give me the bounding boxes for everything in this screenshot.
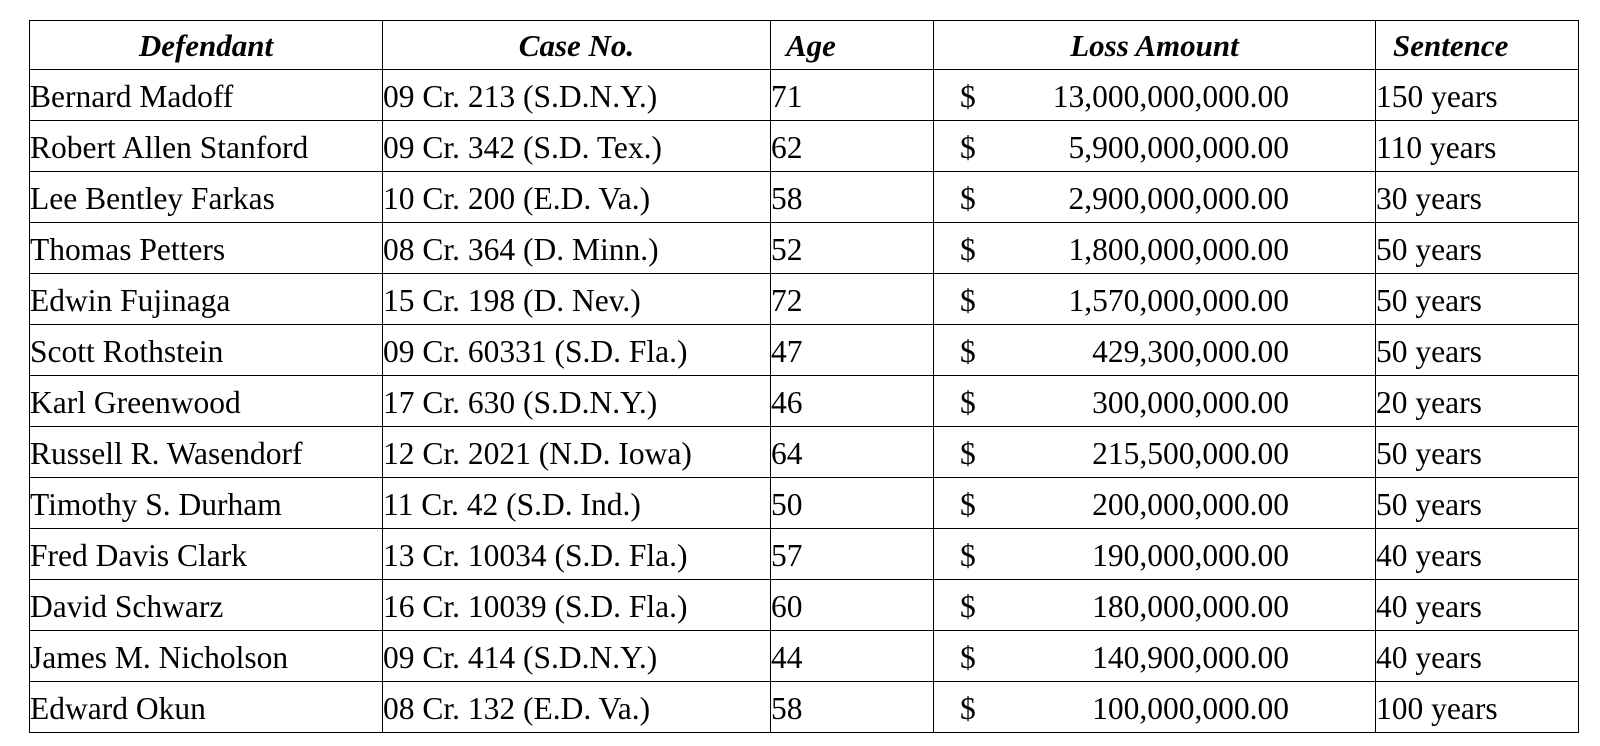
table-row — [30, 478, 1579, 529]
sentence-cell: 50 years — [1376, 223, 1579, 274]
table-header — [30, 21, 1579, 70]
case-number-cell: 09 Cr. 213 (S.D.N.Y.) — [383, 70, 771, 121]
loss-amount-value: 300,000,000.00 — [1092, 385, 1289, 420]
defendant-cell: Karl Greenwood — [30, 376, 383, 427]
table-row — [30, 529, 1579, 580]
case-number-cell: 17 Cr. 630 (S.D.N.Y.) — [383, 376, 771, 427]
defendant-cell: Scott Rothstein — [30, 325, 383, 376]
loss-amount-cell — [934, 172, 1376, 223]
loss-amount-value: 215,500,000.00 — [1092, 436, 1289, 471]
currency-symbol: $ — [960, 181, 976, 216]
age-cell: 44 — [771, 631, 934, 682]
case-number-cell: 11 Cr. 42 (S.D. Ind.) — [383, 478, 771, 529]
header-row — [30, 21, 1579, 70]
loss-amount-cell — [934, 529, 1376, 580]
case-number-cell: 16 Cr. 10039 (S.D. Fla.) — [383, 580, 771, 631]
age-cell: 62 — [771, 121, 934, 172]
defendant-cell: Thomas Petters — [30, 223, 383, 274]
age-cell: 57 — [771, 529, 934, 580]
sentence-cell: 150 years — [1376, 70, 1579, 121]
currency-symbol: $ — [960, 691, 976, 726]
currency-symbol: $ — [960, 487, 976, 522]
table-row — [30, 223, 1579, 274]
header-case-no: Case No. — [383, 21, 771, 70]
age-cell: 60 — [771, 580, 934, 631]
loss-amount-value: 100,000,000.00 — [1092, 691, 1289, 726]
table-row — [30, 172, 1579, 223]
header-loss-amount: Loss Amount — [934, 21, 1376, 70]
loss-amount-cell — [934, 121, 1376, 172]
table-row — [30, 631, 1579, 682]
table-row — [30, 70, 1579, 121]
currency-symbol: $ — [960, 436, 976, 471]
loss-amount-value: 5,900,000,000.00 — [1068, 130, 1289, 165]
defendant-cell: Fred Davis Clark — [30, 529, 383, 580]
header-sentence: Sentence — [1376, 21, 1579, 70]
defendant-cell: Edwin Fujinaga — [30, 274, 383, 325]
loss-amount-value: 13,000,000,000.00 — [1052, 79, 1289, 114]
defendant-cell: Russell R. Wasendorf — [30, 427, 383, 478]
currency-symbol: $ — [960, 640, 976, 675]
loss-amount-cell — [934, 427, 1376, 478]
defendant-cell: Edward Okun — [30, 682, 383, 733]
defendant-cell: James M. Nicholson — [30, 631, 383, 682]
sentencing-table — [29, 20, 1579, 733]
loss-amount-value: 140,900,000.00 — [1092, 640, 1289, 675]
case-number-cell: 12 Cr. 2021 (N.D. Iowa) — [383, 427, 771, 478]
loss-amount-value: 429,300,000.00 — [1092, 334, 1289, 369]
table-row — [30, 274, 1579, 325]
table-row — [30, 325, 1579, 376]
loss-amount-cell — [934, 631, 1376, 682]
sentence-cell: 50 years — [1376, 325, 1579, 376]
defendant-cell: Lee Bentley Farkas — [30, 172, 383, 223]
currency-symbol: $ — [960, 334, 976, 369]
table-body — [30, 70, 1579, 733]
table-row — [30, 427, 1579, 478]
sentence-cell: 30 years — [1376, 172, 1579, 223]
age-cell: 46 — [771, 376, 934, 427]
loss-amount-cell — [934, 274, 1376, 325]
age-cell: 50 — [771, 478, 934, 529]
age-cell: 52 — [771, 223, 934, 274]
loss-amount-value: 2,900,000,000.00 — [1068, 181, 1289, 216]
sentence-cell: 110 years — [1376, 121, 1579, 172]
header-defendant: Defendant — [30, 21, 383, 70]
case-number-cell: 09 Cr. 414 (S.D.N.Y.) — [383, 631, 771, 682]
currency-symbol: $ — [960, 232, 976, 267]
loss-amount-value: 200,000,000.00 — [1092, 487, 1289, 522]
sentence-cell: 40 years — [1376, 529, 1579, 580]
defendant-cell: David Schwarz — [30, 580, 383, 631]
loss-amount-cell — [934, 325, 1376, 376]
age-cell: 58 — [771, 172, 934, 223]
sentence-cell: 20 years — [1376, 376, 1579, 427]
currency-symbol: $ — [960, 79, 976, 114]
currency-symbol: $ — [960, 385, 976, 420]
header-age: Age — [771, 21, 934, 70]
sentence-cell: 50 years — [1376, 427, 1579, 478]
age-cell: 64 — [771, 427, 934, 478]
currency-symbol: $ — [960, 589, 976, 624]
table-row — [30, 682, 1579, 733]
case-number-cell: 08 Cr. 364 (D. Minn.) — [383, 223, 771, 274]
case-number-cell: 08 Cr. 132 (E.D. Va.) — [383, 682, 771, 733]
case-number-cell: 13 Cr. 10034 (S.D. Fla.) — [383, 529, 771, 580]
loss-amount-value: 1,800,000,000.00 — [1068, 232, 1289, 267]
defendant-cell: Timothy S. Durham — [30, 478, 383, 529]
table-row — [30, 376, 1579, 427]
case-number-cell: 09 Cr. 60331 (S.D. Fla.) — [383, 325, 771, 376]
sentence-cell: 50 years — [1376, 478, 1579, 529]
table-row — [30, 121, 1579, 172]
case-number-cell: 09 Cr. 342 (S.D. Tex.) — [383, 121, 771, 172]
table-row — [30, 580, 1579, 631]
loss-amount-value: 190,000,000.00 — [1092, 538, 1289, 573]
loss-amount-cell — [934, 682, 1376, 733]
currency-symbol: $ — [960, 283, 976, 318]
loss-amount-value: 1,570,000,000.00 — [1068, 283, 1289, 318]
currency-symbol: $ — [960, 538, 976, 573]
sentence-cell: 50 years — [1376, 274, 1579, 325]
loss-amount-cell — [934, 223, 1376, 274]
sentence-cell: 40 years — [1376, 631, 1579, 682]
loss-amount-value: 180,000,000.00 — [1092, 589, 1289, 624]
age-cell: 47 — [771, 325, 934, 376]
defendant-cell: Bernard Madoff — [30, 70, 383, 121]
loss-amount-cell — [934, 478, 1376, 529]
age-cell: 71 — [771, 70, 934, 121]
sentence-cell: 40 years — [1376, 580, 1579, 631]
loss-amount-cell — [934, 580, 1376, 631]
loss-amount-cell — [934, 70, 1376, 121]
case-number-cell: 10 Cr. 200 (E.D. Va.) — [383, 172, 771, 223]
age-cell: 58 — [771, 682, 934, 733]
case-number-cell: 15 Cr. 198 (D. Nev.) — [383, 274, 771, 325]
sentence-cell: 100 years — [1376, 682, 1579, 733]
defendant-cell: Robert Allen Stanford — [30, 121, 383, 172]
loss-amount-cell — [934, 376, 1376, 427]
age-cell: 72 — [771, 274, 934, 325]
currency-symbol: $ — [960, 130, 976, 165]
